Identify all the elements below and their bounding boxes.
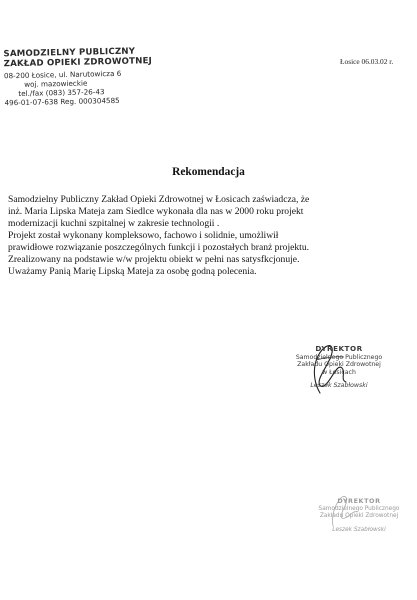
institution-stamp [3,46,153,108]
body-line: Samodzielny Publiczny Zakład Opieki Zdrowotnej w Łosicach zaświadcza, że [8,194,310,205]
faint-stamp-line: Samodzielnego Publicznego [318,505,400,512]
body-line: inż. Maria Lipska Mateja zam Siedlce wykonała dla nas w 2000 roku projekt [8,206,304,217]
stamp-line: ZAKŁAD OPIEKI ZDROWOTNEJ [3,56,153,70]
director-stamp-line: Samodzielnego Publicznego [295,353,383,361]
body-line: Uważamy Panią Marię Lipską Mateja za osobę godną polecenia. [8,266,257,277]
faint-director-title: DYREKTOR [337,497,381,505]
director-stamp-line: Zakładu Opieki Zdrowotnej [297,361,381,368]
body-line: modernizacji kuchni szpitalnej w zakresie technologii . [8,218,220,229]
director-stamp [274,345,404,390]
document-date: Łosice 06.03.02 r. [340,57,394,66]
body-line: Projekt został wykonany kompleksowo, fachowo i solidnie, umożliwił [8,230,279,241]
document-title: Rekomendacja [172,166,245,178]
document-body [8,194,408,278]
director-name: Leszek Szabłowski [310,382,368,389]
director-title: DYREKTOR [315,344,363,353]
faint-director-name: Leszek Szabłowski [332,526,386,533]
stamp-line: SAMODZIELNY PUBLICZNY [3,46,136,60]
faint-director-stamp [304,498,414,534]
body-line: Zrealizowany na podstawie w/w projektu obiekt w pełni nas satysfkcjonuje. [8,254,300,265]
stamp-address: 08-200 Łosice, ul. Narutowicza 6 [3,68,122,81]
faint-stamp-line: Zakładu Opieki Zdrowotnej [319,512,399,519]
stamp-phone: tel./fax (083) 357-26-43 [18,87,105,99]
body-line: prawidłowe rozwiązanie poszczególnych funkcji i pozostałych branż projektu. [8,242,310,253]
stamp-region: woj. mazowieckie [24,78,88,89]
stamp-registration: 496-01-07-638 Reg. 000304585 [4,95,120,108]
director-stamp-line: w Łosicach [322,368,356,376]
